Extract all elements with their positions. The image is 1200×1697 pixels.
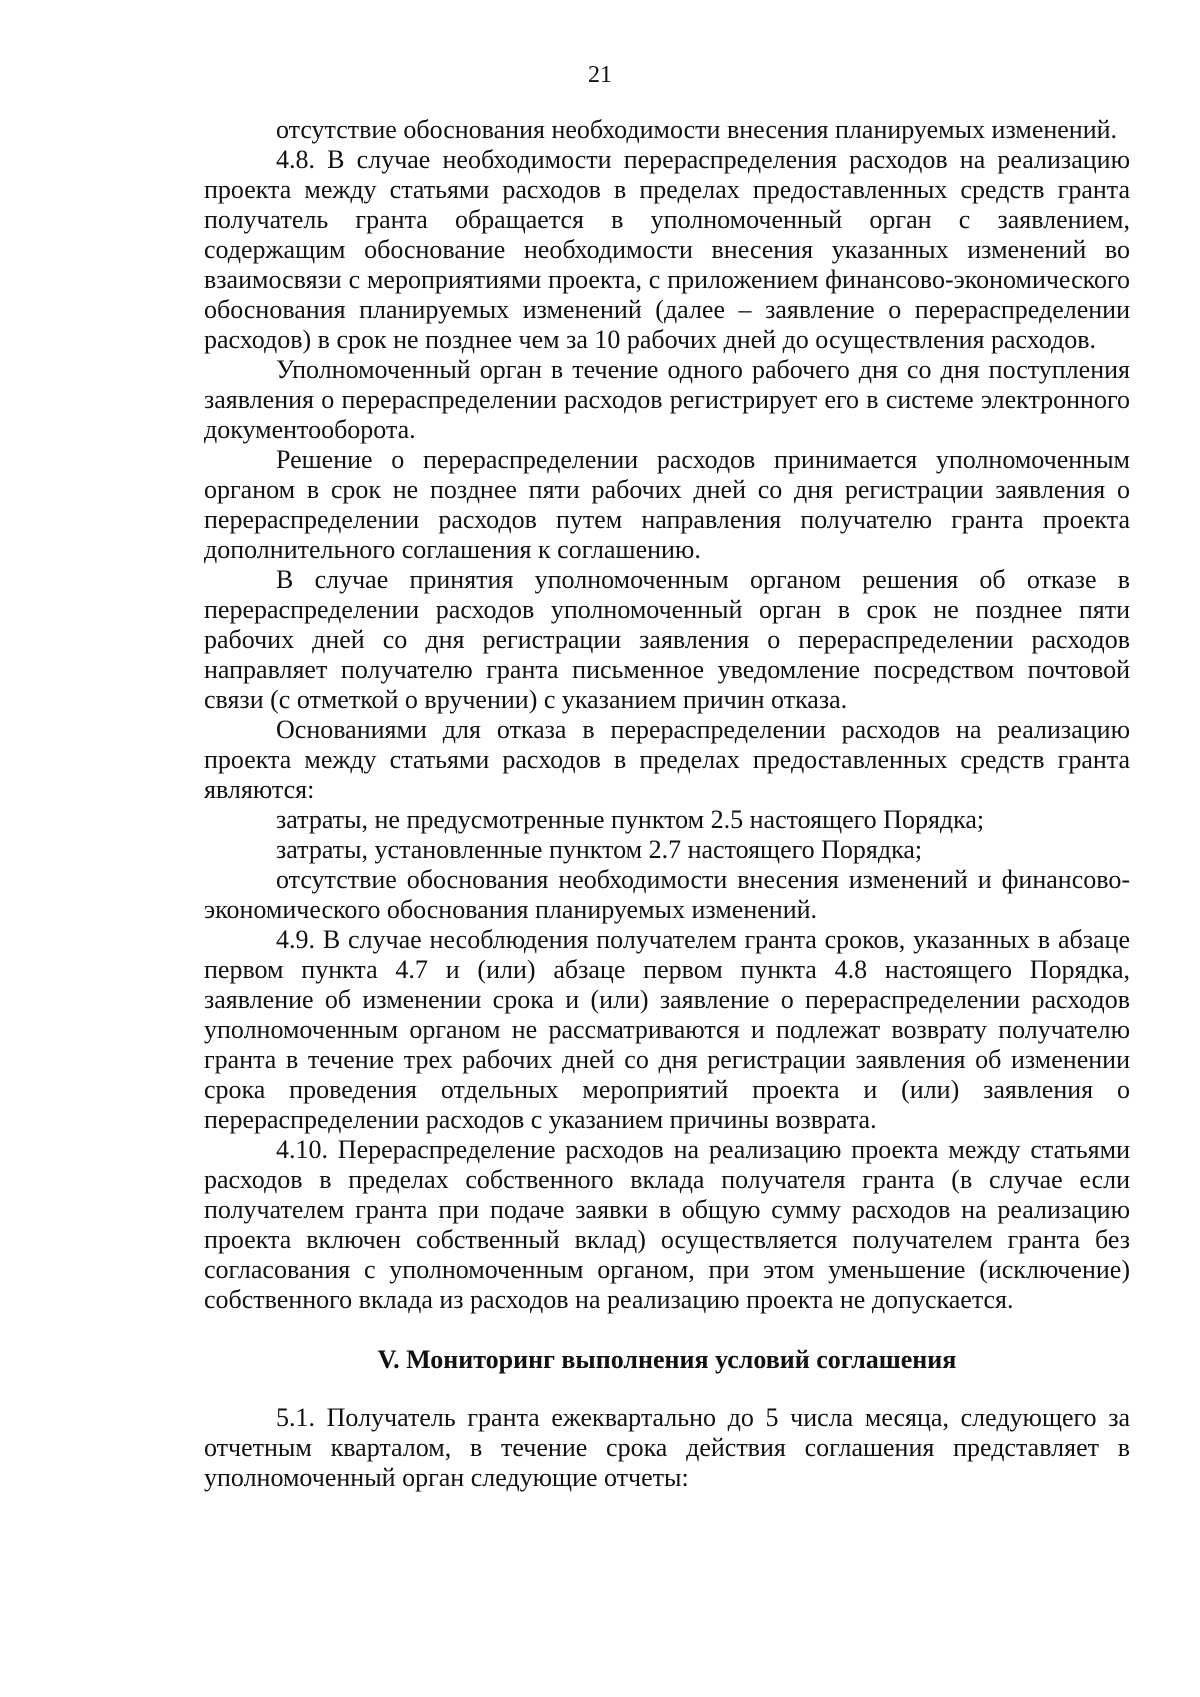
paragraph: отсутствие обоснования необходимости внесения планируемых изменений. <box>276 115 1118 144</box>
paragraph: 5.1. Получатель гранта ежеквартально до 5 числа месяца, следующего за отчетным кварталом, в течение срока действия соглашения представляет в уполномоченный орган следующие отчеты: <box>204 1403 1130 1492</box>
paragraph: В случае принятия уполномоченным органом решения об отказе в перераспределении расходов уполномоченный орган в срок не позднее пяти рабочих дней со дня регистрации заявления о перераспределении расходов направляет получателю гранта письменное уведомление посредством почтовой связи (с отметкой о вручении) с указанием причин отказа. <box>204 565 1130 714</box>
paragraph: 4.8. В случае необходимости перераспределения расходов на реализацию проекта между статьями расходов в пределах предоставленных средств гранта получатель гранта обращается в уполномоченный орган с заявлением, содержащим обоснование необходимости внесения указанных изменений во взаимосвязи с мероприятиями проекта, с приложением финансово-экономического обоснования планируемых изменений (далее – заявление о перераспределении расходов) в срок не позднее чем за 10 рабочих дней до осуществления расходов. <box>204 145 1130 354</box>
section-heading: V. Мониторинг выполнения условий соглашения <box>377 1345 957 1374</box>
paragraph: затраты, не предусмотренные пунктом 2.5 настоящего Порядка; <box>276 805 985 834</box>
paragraph: Уполномоченный орган в течение одного рабочего дня со дня поступления заявления о перераспределении расходов регистрирует его в системе электронного документооборота. <box>204 355 1130 444</box>
paragraph: отсутствие обоснования необходимости внесения изменений и финансово-экономического обоснования планируемых изменений. <box>204 865 1130 924</box>
document-body <box>204 115 1130 1493</box>
paragraph: Основаниями для отказа в перераспределении расходов на реализацию проекта между статьями расходов в пределах предоставленных средств гранта являются: <box>204 715 1130 804</box>
paragraph: 4.9. В случае несоблюдения получателем гранта сроков, указанных в абзаце первом пункта 4.7 и (или) абзаце первом пункта 4.8 настоящего Порядка, заявление об изменении срока и (или) заявление о перераспределении расходов уполномоченным органом не рассматриваются и подлежат возврату получателю гранта в течение трех рабочих дней со дня регистрации заявления об изменении срока проведения отдельных мероприятий проекта и (или) заявления о перераспределении расходов с указанием причины возврата. <box>204 925 1130 1134</box>
paragraph: Решение о перераспределении расходов принимается уполномоченным органом в срок не позднее пяти рабочих дней со дня регистрации заявления о перераспределении расходов путем направления получателю гранта проекта дополнительного соглашения к соглашению. <box>204 445 1130 564</box>
page-number: 21 <box>588 62 612 88</box>
paragraph: затраты, установленные пунктом 2.7 настоящего Порядка; <box>276 835 923 864</box>
paragraph: 4.10. Перераспределение расходов на реализацию проекта между статьями расходов в пределах собственного вклада получателя гранта (в случае если получателем гранта при подаче заявки в общую сумму расходов на реализацию проекта включен собственный вклад) осуществляется получателем гранта без согласования с уполномоченным органом, при этом уменьшение (исключение) собственного вклада из расходов на реализацию проекта не допускается. <box>204 1135 1130 1314</box>
